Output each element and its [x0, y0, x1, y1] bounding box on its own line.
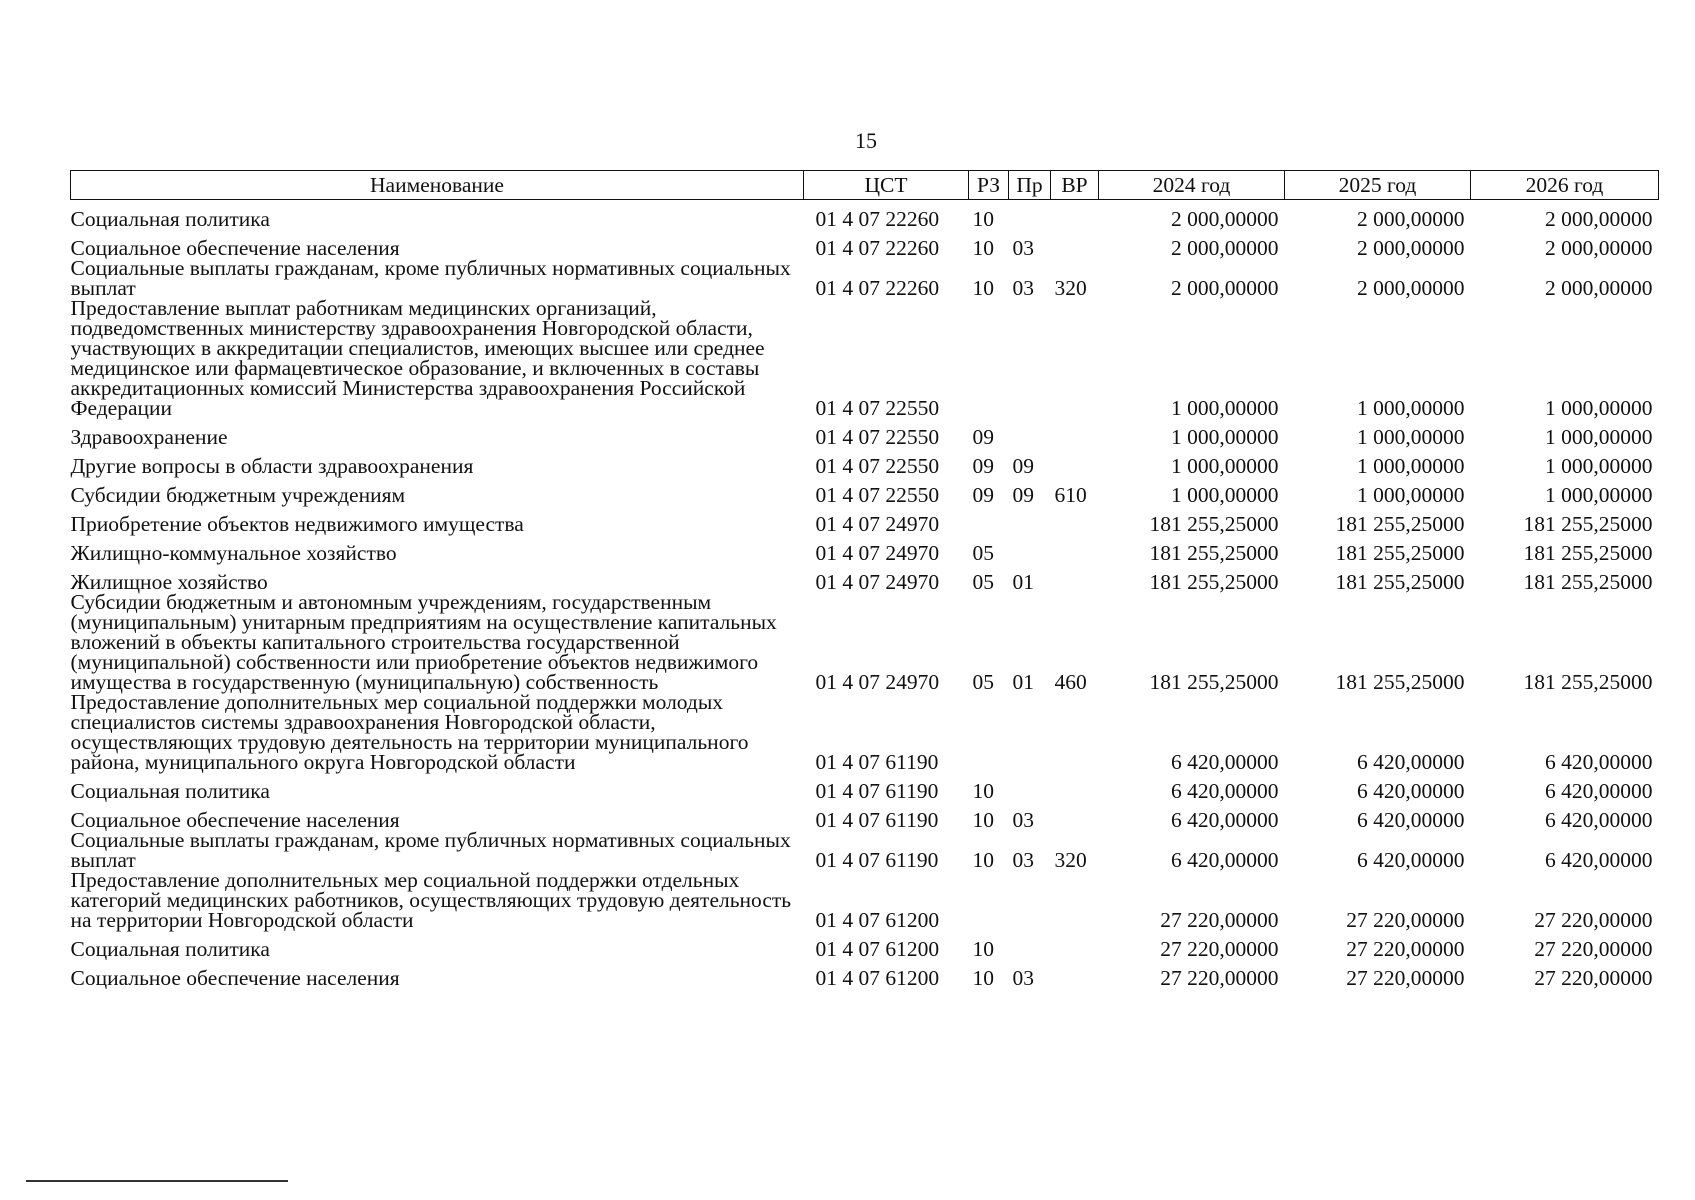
row-value-2026: 1 000,00000	[1545, 483, 1653, 507]
header-2025: 2025 год	[1285, 171, 1471, 200]
row-rz: 05	[972, 570, 994, 594]
row-cst: 01 4 07 24970	[815, 541, 940, 565]
row-value-2024: 1 000,00000	[1171, 396, 1279, 420]
budget-table	[70, 170, 1659, 988]
row-value-2026: 2 000,00000	[1545, 276, 1653, 300]
row-rz: 09	[972, 454, 994, 478]
row-pr	[1009, 772, 1051, 801]
row-value-2026: 27 220,00000	[1534, 966, 1653, 990]
row-rz: 10	[972, 779, 994, 803]
row-cst: 01 4 07 61190	[815, 808, 939, 832]
row-vr	[1051, 418, 1099, 447]
header-cst: ЦСТ	[804, 171, 969, 200]
row-value-2026: 181 255,25000	[1523, 541, 1653, 565]
row-vr: 320	[1054, 848, 1087, 872]
table-row	[71, 534, 1659, 563]
table-row	[71, 229, 1659, 258]
row-pr: 03	[1012, 808, 1034, 832]
row-pr	[1009, 534, 1051, 563]
row-name: Социальное обеспечение населения	[70, 808, 400, 832]
row-pr: 03	[1012, 966, 1034, 990]
row-name: Другие вопросы в области здравоохранения	[70, 454, 474, 478]
row-rz: 10	[972, 966, 994, 990]
row-value-2024: 6 420,00000	[1171, 750, 1279, 774]
row-cst: 01 4 07 61200	[815, 908, 940, 932]
footer-divider	[26, 1180, 288, 1182]
row-value-2026: 2 000,00000	[1545, 236, 1653, 260]
row-name: Социальные выплаты гражданам, кроме публичных нормативных социальных выплат	[70, 828, 791, 872]
row-value-2026: 6 420,00000	[1545, 808, 1653, 832]
row-rz	[969, 870, 1009, 930]
row-value-2026: 2 000,00000	[1545, 207, 1653, 231]
row-value-2024: 1 000,00000	[1171, 483, 1279, 507]
row-cst: 01 4 07 61200	[815, 966, 940, 990]
row-cst: 01 4 07 22550	[815, 483, 940, 507]
row-name: Предоставление дополнительных мер социальной поддержки отдельных категорий медицинских работников, осуществляющих трудовую деятельность на территории Новгородской области	[70, 868, 792, 932]
row-value-2026: 6 420,00000	[1545, 848, 1653, 872]
row-name: Здравоохранение	[70, 425, 228, 449]
row-cst: 01 4 07 22550	[815, 425, 940, 449]
table-header	[71, 171, 1659, 200]
row-pr: 03	[1012, 236, 1034, 260]
row-pr	[1009, 200, 1051, 230]
row-name: Социальное обеспечение населения	[70, 966, 400, 990]
header-name: Наименование	[71, 171, 804, 200]
row-value-2024: 6 420,00000	[1171, 779, 1279, 803]
row-name: Субсидии бюджетным учреждениям	[70, 483, 406, 507]
row-vr	[1051, 563, 1099, 592]
row-cst: 01 4 07 22550	[815, 396, 940, 420]
row-pr	[1009, 692, 1051, 772]
table-row	[71, 563, 1659, 592]
row-value-2026: 181 255,25000	[1523, 570, 1653, 594]
row-value-2025: 181 255,25000	[1335, 541, 1465, 565]
row-value-2025: 181 255,25000	[1335, 670, 1465, 694]
header-2024: 2024 год	[1099, 171, 1285, 200]
row-vr: 460	[1054, 670, 1087, 694]
row-value-2025: 6 420,00000	[1357, 779, 1465, 803]
row-value-2025: 27 220,00000	[1346, 937, 1465, 961]
row-rz: 10	[972, 236, 994, 260]
header-2026: 2026 год	[1471, 171, 1659, 200]
row-vr: 610	[1054, 483, 1087, 507]
row-cst: 01 4 07 24970	[815, 670, 940, 694]
row-vr	[1051, 200, 1099, 230]
table-row	[71, 258, 1659, 298]
row-rz: 09	[972, 425, 994, 449]
table-row	[71, 959, 1659, 988]
row-value-2025: 1 000,00000	[1357, 454, 1465, 478]
table-row	[71, 447, 1659, 476]
table-row	[71, 801, 1659, 830]
table-row	[71, 592, 1659, 692]
row-value-2024: 1 000,00000	[1171, 425, 1279, 449]
row-vr	[1051, 534, 1099, 563]
row-value-2025: 6 420,00000	[1357, 848, 1465, 872]
row-name: Предоставление выплат работникам медицинских организаций, подведомственных министерству здравоохранения Новгородской области, участвующих в аккредитации специалистов, имеющих высшее или среднее медицинское или фармацевтическое образование, и включенных в составы аккредитационных комиссий Министерства здравоохранения Российской Федерации	[70, 296, 765, 420]
row-value-2024: 181 255,25000	[1149, 541, 1279, 565]
row-rz: 10	[972, 808, 994, 832]
row-pr	[1009, 870, 1051, 930]
row-value-2024: 27 220,00000	[1160, 966, 1279, 990]
row-value-2024: 2 000,00000	[1171, 207, 1279, 231]
row-vr	[1051, 229, 1099, 258]
table-row	[71, 200, 1659, 230]
row-vr	[1051, 692, 1099, 772]
row-cst: 01 4 07 22260	[815, 236, 940, 260]
row-pr: 09	[1012, 454, 1034, 478]
row-value-2025: 27 220,00000	[1346, 908, 1465, 932]
row-value-2026: 1 000,00000	[1545, 425, 1653, 449]
row-name: Жилищное хозяйство	[70, 570, 268, 594]
row-cst: 01 4 07 61200	[815, 937, 940, 961]
row-value-2025: 1 000,00000	[1357, 483, 1465, 507]
row-rz: 10	[972, 207, 994, 231]
row-value-2026: 181 255,25000	[1523, 512, 1653, 536]
row-value-2025: 27 220,00000	[1346, 966, 1465, 990]
row-value-2025: 2 000,00000	[1357, 276, 1465, 300]
row-vr	[1051, 447, 1099, 476]
row-value-2026: 27 220,00000	[1534, 908, 1653, 932]
row-value-2026: 1 000,00000	[1545, 396, 1653, 420]
row-value-2024: 27 220,00000	[1160, 908, 1279, 932]
table-row	[71, 476, 1659, 505]
row-value-2025: 1 000,00000	[1357, 425, 1465, 449]
row-vr	[1051, 772, 1099, 801]
row-cst: 01 4 07 24970	[815, 570, 940, 594]
row-rz: 09	[972, 483, 994, 507]
row-cst: 01 4 07 61190	[815, 779, 939, 803]
row-rz: 10	[972, 276, 994, 300]
header-row	[71, 171, 1659, 200]
table-row	[71, 830, 1659, 870]
row-name: Предоставление дополнительных мер социальной поддержки молодых специалистов системы здравоохранения Новгородской области, осуществляющих трудовую деятельность на территории муниципального района, муниципального округа Новгородской области	[70, 690, 749, 774]
table-row	[71, 418, 1659, 447]
row-cst: 01 4 07 22550	[815, 454, 940, 478]
row-cst: 01 4 07 22260	[815, 276, 940, 300]
table-row	[71, 692, 1659, 772]
row-value-2025: 6 420,00000	[1357, 808, 1465, 832]
row-pr	[1009, 505, 1051, 534]
row-cst: 01 4 07 61190	[815, 750, 939, 774]
row-value-2024: 2 000,00000	[1171, 236, 1279, 260]
header-vr: ВР	[1051, 171, 1099, 200]
row-value-2025: 2 000,00000	[1357, 236, 1465, 260]
table-row	[71, 298, 1659, 418]
table-row	[71, 930, 1659, 959]
row-pr: 03	[1012, 848, 1034, 872]
row-value-2026: 181 255,25000	[1523, 670, 1653, 694]
row-cst: 01 4 07 24970	[815, 512, 940, 536]
table-body	[71, 200, 1659, 989]
row-rz: 10	[972, 848, 994, 872]
row-name: Социальная политика	[70, 937, 270, 961]
row-value-2026: 6 420,00000	[1545, 750, 1653, 774]
row-value-2025: 2 000,00000	[1357, 207, 1465, 231]
header-rz: РЗ	[969, 171, 1009, 200]
row-value-2024: 2 000,00000	[1171, 276, 1279, 300]
row-rz: 10	[972, 937, 994, 961]
row-vr	[1051, 930, 1099, 959]
row-value-2026: 6 420,00000	[1545, 779, 1653, 803]
row-value-2024: 1 000,00000	[1171, 454, 1279, 478]
row-vr: 320	[1054, 276, 1087, 300]
table-row	[71, 772, 1659, 801]
row-value-2026: 1 000,00000	[1545, 454, 1653, 478]
row-vr	[1051, 505, 1099, 534]
row-name: Социальная политика	[70, 779, 270, 803]
row-value-2025: 1 000,00000	[1357, 396, 1465, 420]
row-pr: 09	[1012, 483, 1034, 507]
row-pr: 03	[1012, 276, 1034, 300]
row-rz	[969, 505, 1009, 534]
row-rz	[969, 692, 1009, 772]
row-name: Социальная политика	[70, 207, 270, 231]
row-name: Социальное обеспечение населения	[70, 236, 400, 260]
row-rz: 05	[972, 670, 994, 694]
row-pr	[1009, 298, 1051, 418]
row-name: Субсидии бюджетным и автономным учреждениям, государственным (муниципальным) унитарным предприятиям на осуществление капитальных вложений в объекты капитального строительства государственной (муниципальной) собственности или приобретение объектов недвижимого имущества в государственную (муниципальную) собственность	[70, 590, 777, 694]
row-value-2025: 181 255,25000	[1335, 512, 1465, 536]
page-number: 15	[855, 128, 877, 153]
row-value-2024: 181 255,25000	[1149, 570, 1279, 594]
row-vr	[1051, 298, 1099, 418]
row-value-2024: 6 420,00000	[1171, 808, 1279, 832]
row-value-2025: 6 420,00000	[1357, 750, 1465, 774]
row-rz: 05	[972, 541, 994, 565]
table-row	[71, 870, 1659, 930]
row-value-2024: 6 420,00000	[1171, 848, 1279, 872]
row-name: Приобретение объектов недвижимого имущества	[70, 512, 524, 536]
header-pr: Пр	[1009, 171, 1051, 200]
row-value-2025: 181 255,25000	[1335, 570, 1465, 594]
row-pr	[1009, 418, 1051, 447]
row-vr	[1051, 959, 1099, 988]
row-pr: 01	[1012, 570, 1034, 594]
row-pr	[1009, 930, 1051, 959]
row-rz	[969, 298, 1009, 418]
row-cst: 01 4 07 22260	[815, 207, 940, 231]
row-value-2026: 27 220,00000	[1534, 937, 1653, 961]
row-name: Жилищно-коммунальное хозяйство	[70, 541, 397, 565]
row-value-2024: 181 255,25000	[1149, 670, 1279, 694]
table-row	[71, 505, 1659, 534]
row-pr: 01	[1012, 670, 1034, 694]
row-vr	[1051, 801, 1099, 830]
row-value-2024: 27 220,00000	[1160, 937, 1279, 961]
row-cst: 01 4 07 61190	[815, 848, 939, 872]
row-value-2024: 181 255,25000	[1149, 512, 1279, 536]
row-name: Социальные выплаты гражданам, кроме публичных нормативных социальных выплат	[70, 256, 791, 300]
row-vr	[1051, 870, 1099, 930]
